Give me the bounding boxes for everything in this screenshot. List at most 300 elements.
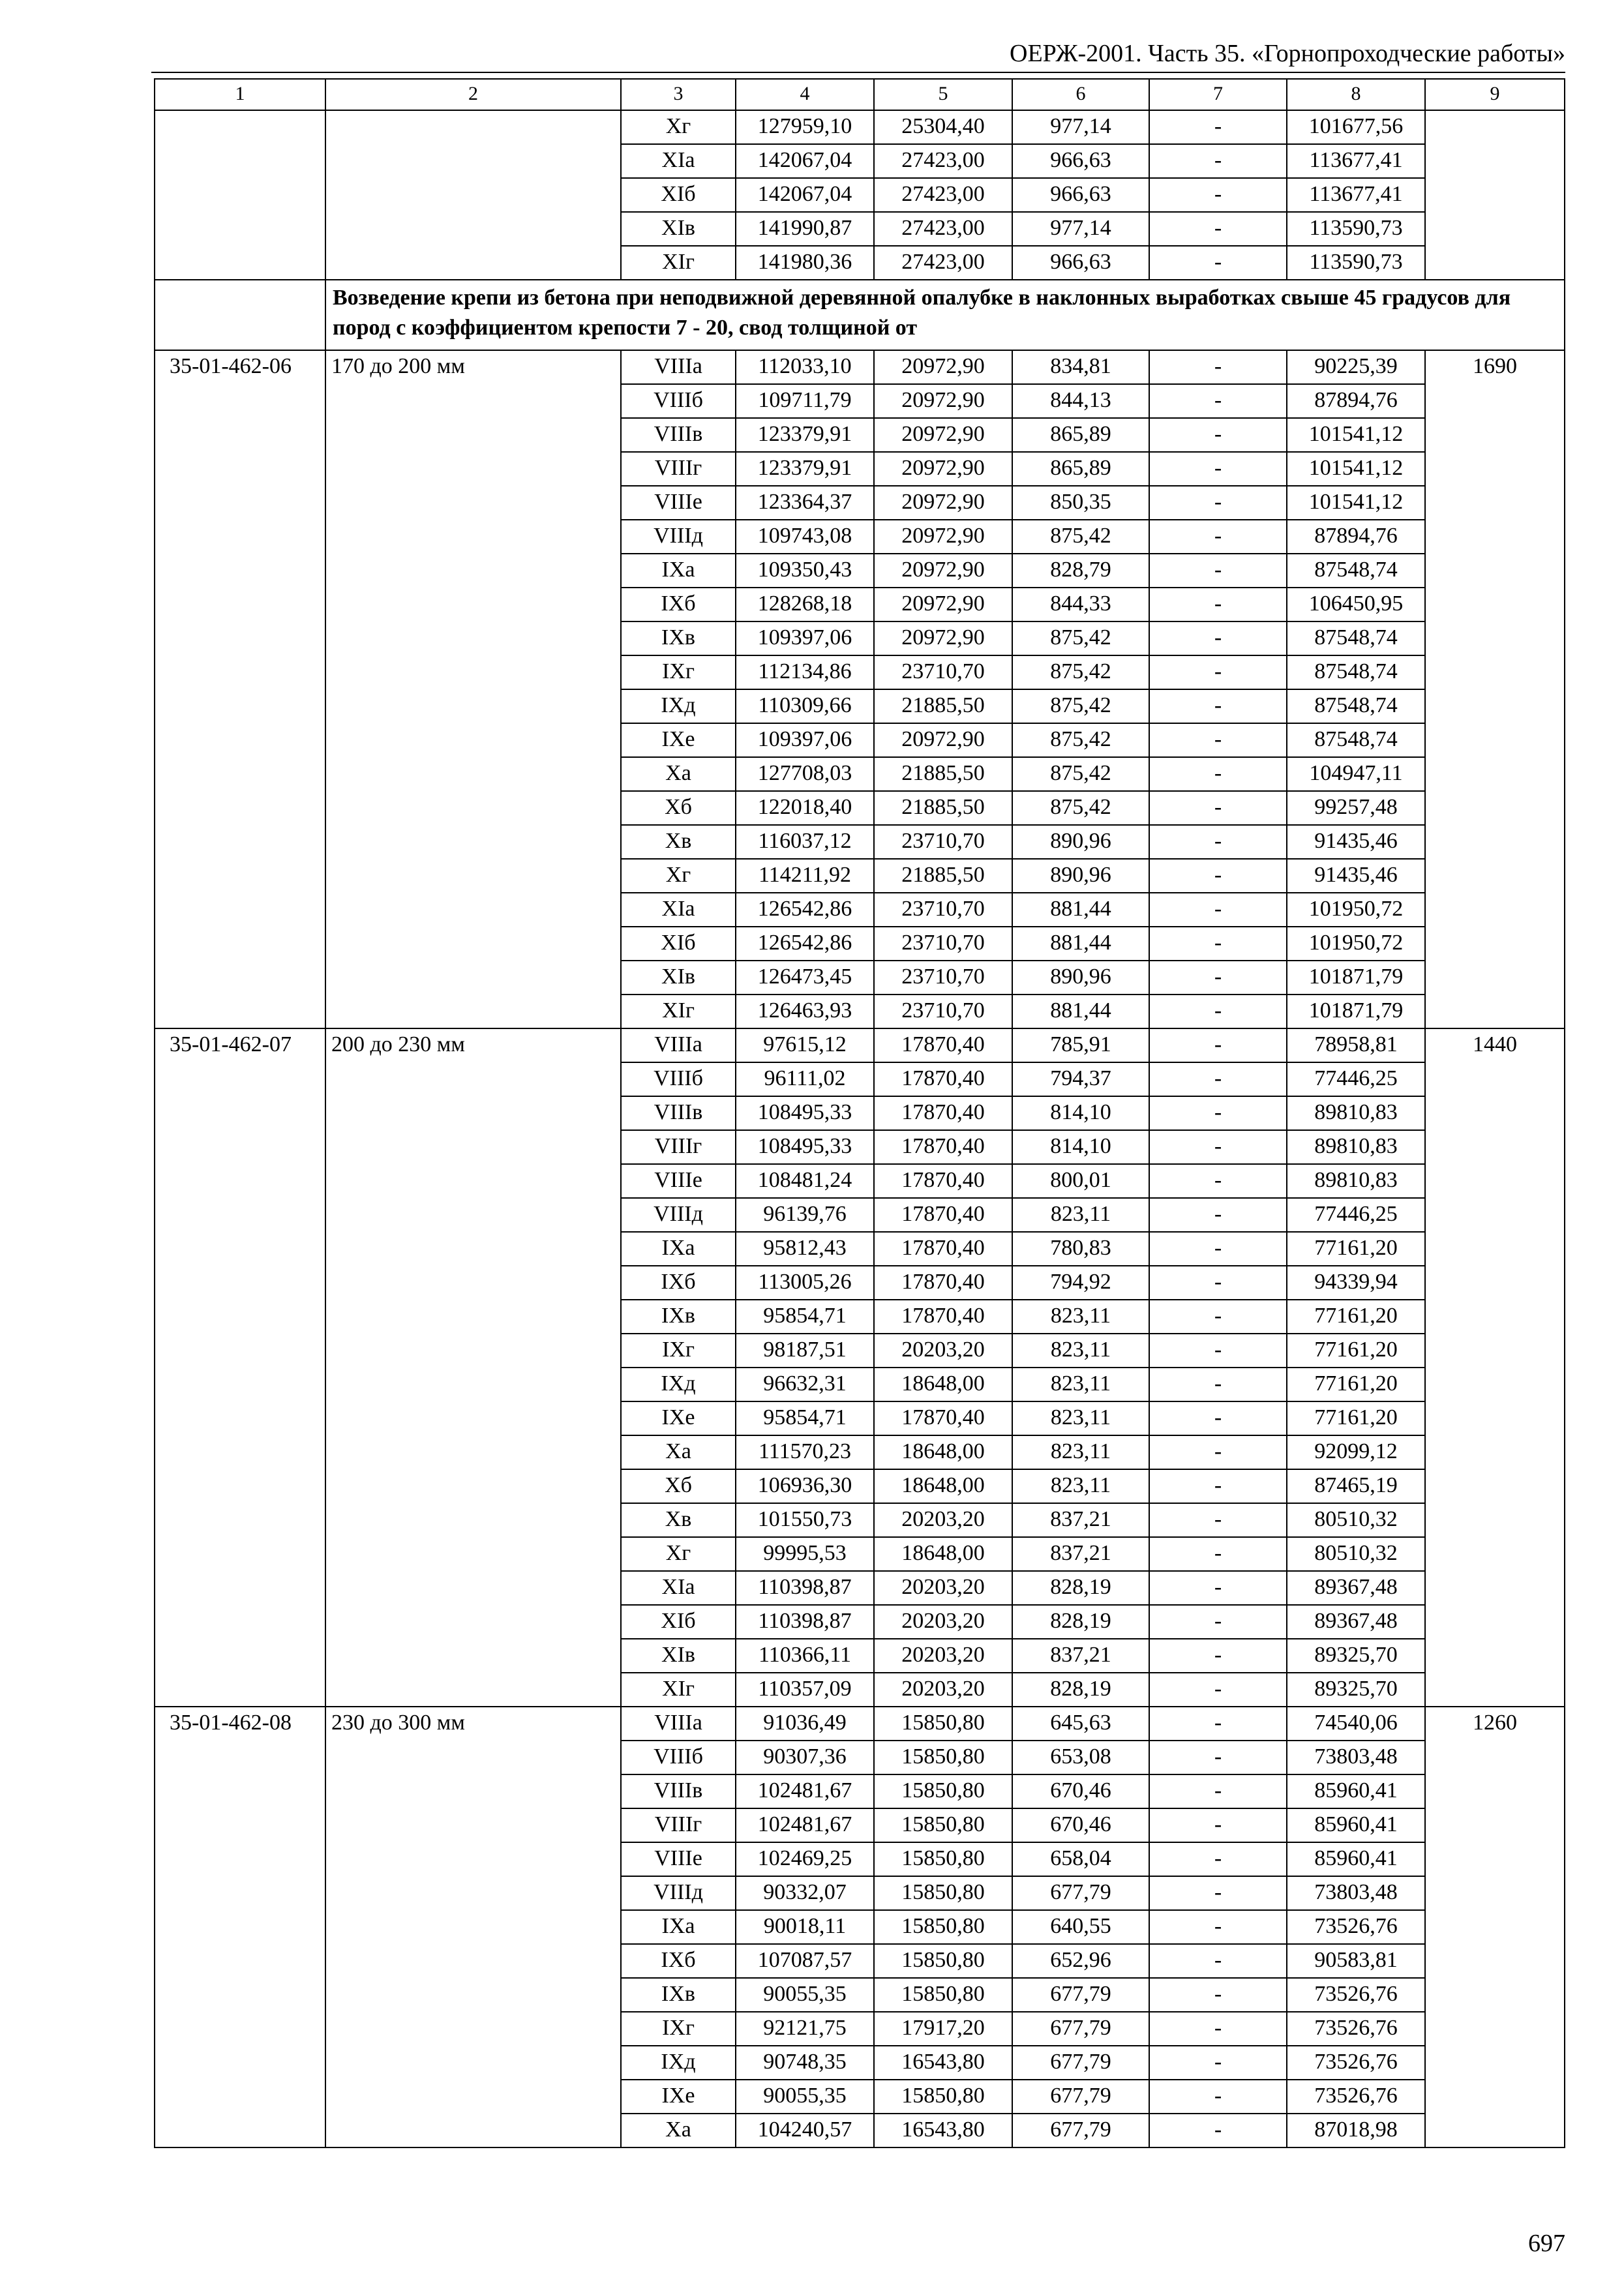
column-number-row	[155, 79, 1565, 110]
category-cell: XIг	[621, 995, 736, 1028]
value-col7-cell: -	[1149, 1639, 1287, 1673]
value-col4-cell: 126542,86	[736, 893, 874, 927]
value-col4-cell: 108495,33	[736, 1130, 874, 1164]
value-col4-cell: 90055,35	[736, 2080, 874, 2114]
category-cell: Xб	[621, 791, 736, 825]
column-number: 7	[1149, 79, 1287, 110]
value-col6-cell: 966,63	[1012, 178, 1149, 212]
value-col7-cell: -	[1149, 178, 1287, 212]
value-col6-cell: 890,96	[1012, 825, 1149, 859]
value-col7-cell: -	[1149, 1062, 1287, 1096]
value-col6-cell: 677,79	[1012, 1876, 1149, 1910]
value-col4-cell: 123379,91	[736, 452, 874, 486]
value-col5-cell: 21885,50	[874, 689, 1012, 723]
value-col8-cell: 85960,41	[1287, 1808, 1425, 1842]
value-col6-cell: 677,79	[1012, 2114, 1149, 2147]
value-col6-cell: 794,92	[1012, 1266, 1149, 1300]
value-col4-cell: 108495,33	[736, 1096, 874, 1130]
value-col7-cell: -	[1149, 588, 1287, 621]
value-col6-cell: 677,79	[1012, 2046, 1149, 2080]
value-col5-cell: 20972,90	[874, 418, 1012, 452]
value-col4-cell: 102469,25	[736, 1842, 874, 1876]
category-cell: IXв	[621, 621, 736, 655]
value-col6-cell: 890,96	[1012, 859, 1149, 893]
value-col7-cell: -	[1149, 1334, 1287, 1368]
value-col7-cell: -	[1149, 1503, 1287, 1537]
value-col8-cell: 101950,72	[1287, 927, 1425, 961]
category-cell: VIIIд	[621, 1198, 736, 1232]
column-number: 5	[874, 79, 1012, 110]
value-col4-cell: 96632,31	[736, 1368, 874, 1401]
value-col5-cell: 20203,20	[874, 1334, 1012, 1368]
value-col6-cell: 865,89	[1012, 452, 1149, 486]
category-cell: VIIIа	[621, 1028, 736, 1062]
value-col6-cell: 677,79	[1012, 1978, 1149, 2012]
value-col5-cell: 17870,40	[874, 1266, 1012, 1300]
value-col6-cell: 823,11	[1012, 1469, 1149, 1503]
value-col5-cell: 15850,80	[874, 1741, 1012, 1774]
value-col7-cell: -	[1149, 723, 1287, 757]
value-col8-cell: 89810,83	[1287, 1096, 1425, 1130]
value-col4-cell: 95854,71	[736, 1401, 874, 1435]
section-title-spacer	[155, 280, 325, 350]
value-col6-cell: 823,11	[1012, 1401, 1149, 1435]
category-cell: XIа	[621, 893, 736, 927]
value-col8-cell: 91435,46	[1287, 825, 1425, 859]
thickness-cell: 200 до 230 мм	[325, 1028, 621, 1707]
value-col7-cell: -	[1149, 452, 1287, 486]
value-col7-cell: -	[1149, 1910, 1287, 1944]
value-col4-cell: 91036,49	[736, 1707, 874, 1741]
value-col4-cell: 123364,37	[736, 486, 874, 520]
value-col5-cell: 23710,70	[874, 655, 1012, 689]
value-col4-cell: 113005,26	[736, 1266, 874, 1300]
value-col7-cell: -	[1149, 1300, 1287, 1334]
value-col5-cell: 15850,80	[874, 1910, 1012, 1944]
value-col8-cell: 73526,76	[1287, 2012, 1425, 2046]
category-cell: VIIIв	[621, 418, 736, 452]
value-col4-cell: 111570,23	[736, 1435, 874, 1469]
value-col4-cell: 142067,04	[736, 144, 874, 178]
section-title: Возведение крепи из бетона при неподвижной деревянной опалубке в наклонных выработках свыше 45 градусов для пород с коэффициентом крепости 7 - 20, свод толщиной от	[325, 280, 1565, 350]
category-cell: VIIIг	[621, 1808, 736, 1842]
category-cell: VIIIб	[621, 1741, 736, 1774]
value-col6-cell: 890,96	[1012, 961, 1149, 995]
value-col7-cell: -	[1149, 1198, 1287, 1232]
value-col5-cell: 17870,40	[874, 1028, 1012, 1062]
value-col6-cell: 837,21	[1012, 1537, 1149, 1571]
value-col6-cell: 844,13	[1012, 384, 1149, 418]
value-col6-cell: 794,37	[1012, 1062, 1149, 1096]
value-col7-cell: -	[1149, 961, 1287, 995]
value-col5-cell: 15850,80	[874, 1842, 1012, 1876]
col9-cell: 1440	[1425, 1028, 1565, 1707]
value-col7-cell: -	[1149, 655, 1287, 689]
value-col6-cell: 875,42	[1012, 723, 1149, 757]
category-cell: VIIIа	[621, 1707, 736, 1741]
category-cell: IXб	[621, 588, 736, 621]
value-col7-cell: -	[1149, 1435, 1287, 1469]
value-col6-cell: 828,19	[1012, 1571, 1149, 1605]
value-col6-cell: 875,42	[1012, 791, 1149, 825]
value-col5-cell: 25304,40	[874, 110, 1012, 144]
value-col8-cell: 87018,98	[1287, 2114, 1425, 2147]
value-col5-cell: 17870,40	[874, 1096, 1012, 1130]
value-col8-cell: 73526,76	[1287, 1910, 1425, 1944]
value-col4-cell: 102481,67	[736, 1774, 874, 1808]
value-col6-cell: 881,44	[1012, 893, 1149, 927]
value-col6-cell: 645,63	[1012, 1707, 1149, 1741]
category-cell: XIб	[621, 178, 736, 212]
value-col8-cell: 89810,83	[1287, 1130, 1425, 1164]
value-col6-cell: 881,44	[1012, 927, 1149, 961]
value-col8-cell: 73526,76	[1287, 2046, 1425, 2080]
value-col6-cell: 814,10	[1012, 1130, 1149, 1164]
value-col6-cell: 653,08	[1012, 1741, 1149, 1774]
value-col6-cell: 828,79	[1012, 554, 1149, 588]
value-col7-cell: -	[1149, 1232, 1287, 1266]
value-col8-cell: 77446,25	[1287, 1198, 1425, 1232]
value-col4-cell: 126542,86	[736, 927, 874, 961]
category-cell: IXг	[621, 655, 736, 689]
value-col7-cell: -	[1149, 1842, 1287, 1876]
value-col7-cell: -	[1149, 1673, 1287, 1707]
value-col8-cell: 89325,70	[1287, 1639, 1425, 1673]
value-col6-cell: 844,33	[1012, 588, 1149, 621]
value-col8-cell: 89367,48	[1287, 1605, 1425, 1639]
value-col4-cell: 95854,71	[736, 1300, 874, 1334]
value-col6-cell: 865,89	[1012, 418, 1149, 452]
value-col4-cell: 110357,09	[736, 1673, 874, 1707]
value-col4-cell: 114211,92	[736, 859, 874, 893]
value-col8-cell: 113590,73	[1287, 246, 1425, 280]
value-col8-cell: 85960,41	[1287, 1842, 1425, 1876]
value-col6-cell: 652,96	[1012, 1944, 1149, 1978]
value-col8-cell: 87465,19	[1287, 1469, 1425, 1503]
category-cell: Xг	[621, 110, 736, 144]
category-cell: XIв	[621, 961, 736, 995]
category-cell: IXд	[621, 1368, 736, 1401]
value-col5-cell: 15850,80	[874, 1944, 1012, 1978]
value-col4-cell: 109743,08	[736, 520, 874, 554]
value-col8-cell: 91435,46	[1287, 859, 1425, 893]
value-col8-cell: 90225,39	[1287, 350, 1425, 384]
value-col5-cell: 20972,90	[874, 384, 1012, 418]
value-col5-cell: 17917,20	[874, 2012, 1012, 2046]
header-rule	[151, 72, 1565, 73]
value-col4-cell: 90055,35	[736, 1978, 874, 2012]
value-col7-cell: -	[1149, 144, 1287, 178]
value-col4-cell: 98187,51	[736, 1334, 874, 1368]
value-col5-cell: 16543,80	[874, 2114, 1012, 2147]
value-col5-cell: 20203,20	[874, 1571, 1012, 1605]
value-col7-cell: -	[1149, 1368, 1287, 1401]
value-col8-cell: 104947,11	[1287, 757, 1425, 791]
category-cell: VIIIб	[621, 1062, 736, 1096]
value-col8-cell: 77161,20	[1287, 1334, 1425, 1368]
value-col5-cell: 21885,50	[874, 859, 1012, 893]
value-col6-cell: 823,11	[1012, 1300, 1149, 1334]
category-cell: Xа	[621, 757, 736, 791]
value-col7-cell: -	[1149, 2114, 1287, 2147]
value-col8-cell: 99257,48	[1287, 791, 1425, 825]
col9-cell	[1425, 110, 1565, 280]
column-number: 4	[736, 79, 874, 110]
value-col8-cell: 113677,41	[1287, 178, 1425, 212]
value-col7-cell: -	[1149, 995, 1287, 1028]
value-col4-cell: 126473,45	[736, 961, 874, 995]
value-col8-cell: 101677,56	[1287, 110, 1425, 144]
category-cell: XIг	[621, 246, 736, 280]
value-col6-cell: 814,10	[1012, 1096, 1149, 1130]
value-col4-cell: 104240,57	[736, 2114, 874, 2147]
category-cell: XIб	[621, 927, 736, 961]
value-col5-cell: 20203,20	[874, 1673, 1012, 1707]
category-cell: IXг	[621, 2012, 736, 2046]
category-cell: IXе	[621, 1401, 736, 1435]
value-col5-cell: 15850,80	[874, 2080, 1012, 2114]
value-col6-cell: 875,42	[1012, 520, 1149, 554]
code-cell	[155, 110, 325, 280]
value-col4-cell: 109397,06	[736, 621, 874, 655]
value-col6-cell: 677,79	[1012, 2012, 1149, 2046]
value-col7-cell: -	[1149, 1028, 1287, 1062]
category-cell: VIIIб	[621, 384, 736, 418]
value-col6-cell: 640,55	[1012, 1910, 1149, 1944]
category-cell: IXг	[621, 1334, 736, 1368]
value-col4-cell: 96111,02	[736, 1062, 874, 1096]
category-cell: VIIIг	[621, 452, 736, 486]
value-col7-cell: -	[1149, 554, 1287, 588]
value-col8-cell: 78958,81	[1287, 1028, 1425, 1062]
category-cell: IXа	[621, 1910, 736, 1944]
table-row	[155, 350, 1565, 384]
value-col5-cell: 15850,80	[874, 1876, 1012, 1910]
value-col5-cell: 17870,40	[874, 1232, 1012, 1266]
value-col5-cell: 23710,70	[874, 893, 1012, 927]
value-col8-cell: 92099,12	[1287, 1435, 1425, 1469]
value-col8-cell: 87894,76	[1287, 384, 1425, 418]
value-col4-cell: 90018,11	[736, 1910, 874, 1944]
value-col6-cell: 828,19	[1012, 1605, 1149, 1639]
thickness-cell	[325, 110, 621, 280]
category-cell: VIIIв	[621, 1774, 736, 1808]
value-col4-cell: 97615,12	[736, 1028, 874, 1062]
code-cell: 35-01-462-08	[155, 1707, 325, 2147]
value-col6-cell: 780,83	[1012, 1232, 1149, 1266]
value-col8-cell: 73526,76	[1287, 2080, 1425, 2114]
value-col5-cell: 17870,40	[874, 1130, 1012, 1164]
value-col6-cell: 823,11	[1012, 1198, 1149, 1232]
category-cell: XIб	[621, 1605, 736, 1639]
value-col5-cell: 17870,40	[874, 1401, 1012, 1435]
value-col6-cell: 881,44	[1012, 995, 1149, 1028]
value-col7-cell: -	[1149, 689, 1287, 723]
value-col5-cell: 15850,80	[874, 1978, 1012, 2012]
category-cell: IXе	[621, 2080, 736, 2114]
value-col7-cell: -	[1149, 384, 1287, 418]
value-col4-cell: 90332,07	[736, 1876, 874, 1910]
value-col7-cell: -	[1149, 520, 1287, 554]
value-col6-cell: 823,11	[1012, 1334, 1149, 1368]
value-col6-cell: 875,42	[1012, 689, 1149, 723]
value-col7-cell: -	[1149, 2012, 1287, 2046]
value-col6-cell: 834,81	[1012, 350, 1149, 384]
value-col4-cell: 122018,40	[736, 791, 874, 825]
value-col8-cell: 80510,32	[1287, 1503, 1425, 1537]
value-col5-cell: 17870,40	[874, 1164, 1012, 1198]
value-col6-cell: 670,46	[1012, 1774, 1149, 1808]
value-col7-cell: -	[1149, 927, 1287, 961]
value-col8-cell: 77161,20	[1287, 1232, 1425, 1266]
value-col4-cell: 109711,79	[736, 384, 874, 418]
category-cell: IXд	[621, 2046, 736, 2080]
value-col5-cell: 27423,00	[874, 212, 1012, 246]
value-col8-cell: 73803,48	[1287, 1876, 1425, 1910]
value-col4-cell: 102481,67	[736, 1808, 874, 1842]
value-col6-cell: 828,19	[1012, 1673, 1149, 1707]
category-cell: VIIIе	[621, 1164, 736, 1198]
category-cell: VIIIг	[621, 1130, 736, 1164]
value-col5-cell: 16543,80	[874, 2046, 1012, 2080]
value-col7-cell: -	[1149, 1605, 1287, 1639]
category-cell: Xб	[621, 1469, 736, 1503]
value-col5-cell: 17870,40	[874, 1198, 1012, 1232]
category-cell: XIг	[621, 1673, 736, 1707]
category-cell: IXв	[621, 1300, 736, 1334]
value-col5-cell: 20972,90	[874, 588, 1012, 621]
value-col6-cell: 823,11	[1012, 1435, 1149, 1469]
value-col4-cell: 123379,91	[736, 418, 874, 452]
value-col5-cell: 18648,00	[874, 1469, 1012, 1503]
value-col8-cell: 77161,20	[1287, 1368, 1425, 1401]
value-col7-cell: -	[1149, 110, 1287, 144]
thickness-cell: 230 до 300 мм	[325, 1707, 621, 2147]
value-col4-cell: 110309,66	[736, 689, 874, 723]
value-col5-cell: 27423,00	[874, 178, 1012, 212]
value-col4-cell: 95812,43	[736, 1232, 874, 1266]
value-col6-cell: 785,91	[1012, 1028, 1149, 1062]
value-col5-cell: 20972,90	[874, 350, 1012, 384]
value-col8-cell: 94339,94	[1287, 1266, 1425, 1300]
value-col8-cell: 90583,81	[1287, 1944, 1425, 1978]
category-cell: XIа	[621, 1571, 736, 1605]
value-col5-cell: 17870,40	[874, 1062, 1012, 1096]
value-col5-cell: 20972,90	[874, 486, 1012, 520]
value-col7-cell: -	[1149, 1164, 1287, 1198]
value-col7-cell: -	[1149, 1096, 1287, 1130]
value-col7-cell: -	[1149, 1266, 1287, 1300]
value-col4-cell: 109350,43	[736, 554, 874, 588]
value-col7-cell: -	[1149, 859, 1287, 893]
value-col8-cell: 80510,32	[1287, 1537, 1425, 1571]
value-col6-cell: 977,14	[1012, 212, 1149, 246]
value-col5-cell: 20203,20	[874, 1503, 1012, 1537]
value-col7-cell: -	[1149, 1741, 1287, 1774]
value-col5-cell: 20203,20	[874, 1605, 1012, 1639]
value-col8-cell: 101871,79	[1287, 995, 1425, 1028]
category-cell: IXа	[621, 1232, 736, 1266]
value-col8-cell: 73526,76	[1287, 1978, 1425, 2012]
value-col4-cell: 110366,11	[736, 1639, 874, 1673]
category-cell: IXв	[621, 1978, 736, 2012]
category-cell: Xв	[621, 825, 736, 859]
value-col8-cell: 87548,74	[1287, 689, 1425, 723]
page-header-title: ОЕРЖ-2001. Часть 35. «Горнопроходческие работы»	[1010, 40, 1565, 67]
value-col8-cell: 89810,83	[1287, 1164, 1425, 1198]
value-col6-cell: 966,63	[1012, 144, 1149, 178]
value-col5-cell: 18648,00	[874, 1537, 1012, 1571]
value-col5-cell: 20972,90	[874, 621, 1012, 655]
value-col6-cell: 977,14	[1012, 110, 1149, 144]
category-cell: Xа	[621, 2114, 736, 2147]
value-col4-cell: 99995,53	[736, 1537, 874, 1571]
value-col5-cell: 17870,40	[874, 1300, 1012, 1334]
value-col5-cell: 20972,90	[874, 554, 1012, 588]
value-col7-cell: -	[1149, 350, 1287, 384]
value-col5-cell: 18648,00	[874, 1435, 1012, 1469]
value-col7-cell: -	[1149, 212, 1287, 246]
value-col8-cell: 106450,95	[1287, 588, 1425, 621]
value-col5-cell: 20203,20	[874, 1639, 1012, 1673]
value-col7-cell: -	[1149, 1774, 1287, 1808]
value-col5-cell: 27423,00	[874, 246, 1012, 280]
value-col8-cell: 87548,74	[1287, 723, 1425, 757]
value-col5-cell: 20972,90	[874, 452, 1012, 486]
section-title-row	[155, 280, 1565, 350]
code-cell: 35-01-462-06	[155, 350, 325, 1028]
value-col6-cell: 850,35	[1012, 486, 1149, 520]
value-col4-cell: 112033,10	[736, 350, 874, 384]
column-number: 1	[155, 79, 325, 110]
value-col6-cell: 875,42	[1012, 621, 1149, 655]
column-number: 2	[325, 79, 621, 110]
category-cell: IXд	[621, 689, 736, 723]
value-col4-cell: 110398,87	[736, 1605, 874, 1639]
value-col7-cell: -	[1149, 1401, 1287, 1435]
value-col7-cell: -	[1149, 2080, 1287, 2114]
value-col6-cell: 800,01	[1012, 1164, 1149, 1198]
value-col5-cell: 20972,90	[874, 520, 1012, 554]
table-row	[155, 1028, 1565, 1062]
value-col4-cell: 116037,12	[736, 825, 874, 859]
value-col4-cell: 101550,73	[736, 1503, 874, 1537]
value-col5-cell: 20972,90	[874, 723, 1012, 757]
value-col6-cell: 677,79	[1012, 2080, 1149, 2114]
value-col5-cell: 15850,80	[874, 1707, 1012, 1741]
category-cell: XIв	[621, 212, 736, 246]
rates-table	[154, 78, 1565, 2148]
value-col8-cell: 101541,12	[1287, 452, 1425, 486]
value-col5-cell: 18648,00	[874, 1368, 1012, 1401]
value-col7-cell: -	[1149, 1130, 1287, 1164]
value-col7-cell: -	[1149, 621, 1287, 655]
value-col8-cell: 87548,74	[1287, 655, 1425, 689]
category-cell: XIв	[621, 1639, 736, 1673]
value-col5-cell: 23710,70	[874, 995, 1012, 1028]
value-col5-cell: 23710,70	[874, 825, 1012, 859]
value-col7-cell: -	[1149, 246, 1287, 280]
value-col8-cell: 113677,41	[1287, 144, 1425, 178]
category-cell: VIIIв	[621, 1096, 736, 1130]
column-number: 3	[621, 79, 736, 110]
value-col8-cell: 77161,20	[1287, 1401, 1425, 1435]
value-col5-cell: 21885,50	[874, 757, 1012, 791]
value-col4-cell: 127708,03	[736, 757, 874, 791]
value-col4-cell: 90748,35	[736, 2046, 874, 2080]
value-col4-cell: 108481,24	[736, 1164, 874, 1198]
category-cell: XIа	[621, 144, 736, 178]
